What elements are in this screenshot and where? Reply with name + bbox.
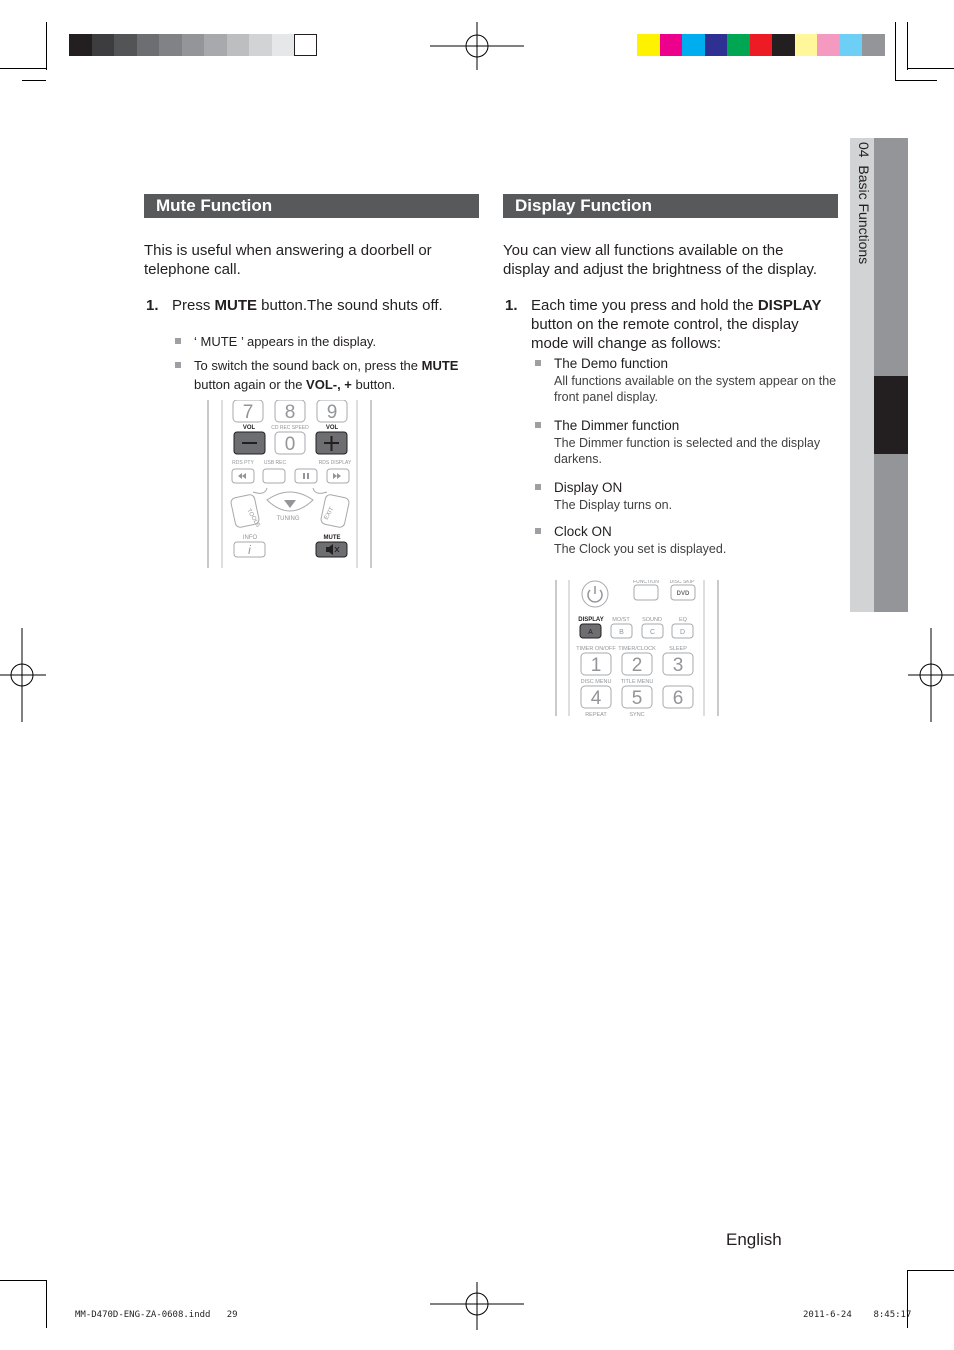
color-swatch — [727, 34, 750, 56]
exit-label: EXIT — [323, 506, 336, 521]
pause-icon — [307, 473, 309, 479]
chapter-label — [852, 142, 872, 402]
gray-swatch — [114, 34, 137, 56]
disc-menu-label: DISC MENU — [580, 679, 612, 685]
mute-intro: This is useful when answering a doorbell or telephone call. — [144, 242, 432, 278]
timer-clock-label: TIMER/CLOCK — [618, 646, 656, 652]
item-title: Display ON — [554, 480, 623, 495]
digit-5: 5 — [631, 688, 643, 709]
color-swatch — [840, 34, 863, 56]
gray-swatch — [204, 34, 227, 56]
display-intro: You can view all functions available on the display and adjust the brightness of the display. — [503, 242, 818, 278]
bullet-text: ‘ MUTE ’ appears in the display. — [194, 334, 377, 349]
bullet-square-icon — [535, 422, 541, 428]
sleep-label: SLEEP — [669, 646, 687, 652]
mute-step-1 — [146, 296, 476, 315]
bullet-square-icon — [535, 360, 541, 366]
gray-swatch — [159, 34, 182, 56]
item-description: The Clock you set is displayed. — [554, 542, 727, 556]
color-swatch — [862, 34, 885, 56]
gray-swatch — [182, 34, 205, 56]
gray-swatch — [92, 34, 115, 56]
remote-illustration-display — [553, 580, 721, 716]
display-item-dimmer — [554, 416, 844, 467]
remote-illustration-mute — [205, 400, 375, 568]
bullet-keyword-mute: MUTE — [421, 358, 459, 373]
display-label: DISPLAY — [578, 617, 604, 623]
bullet-square-icon — [535, 484, 541, 490]
button-a-label: A — [588, 629, 593, 636]
info-label: INFO — [242, 535, 258, 541]
timer-onoff-label: TIMER ON/OFF — [576, 646, 616, 652]
display-step-1 — [505, 296, 835, 353]
sync-label: SYNC — [629, 712, 645, 716]
step-text-end: button on the remote control, the display mode will change as follows: — [531, 316, 799, 352]
mo-st-label: MO/ST — [612, 617, 630, 623]
footer-timestamp: 2011-6-24 8:45:17 — [803, 1310, 912, 1320]
bullet-square-icon — [175, 362, 181, 368]
item-title: Clock ON — [554, 524, 612, 539]
item-title: The Demo function — [554, 356, 669, 371]
digit-4: 4 — [590, 688, 602, 709]
footer-file-name: MM-D470D-ENG-ZA-0608.indd 29 — [75, 1310, 238, 1320]
gray-swatch — [272, 34, 295, 56]
function-button — [634, 585, 658, 600]
step-keyword: MUTE — [214, 297, 258, 314]
title-menu-label: TITLE MENU — [620, 679, 654, 685]
mute-function-heading: Mute Function — [144, 194, 479, 218]
item-description: The Dimmer function is selected and the display darkens. — [554, 436, 821, 466]
chapter-title: Basic Functions — [856, 165, 872, 265]
usb-rec-label: USB REC — [263, 460, 287, 466]
disc-skip-label: DISC SKIP — [669, 580, 695, 585]
button-b-label: B — [619, 629, 624, 636]
digit-6: 6 — [672, 688, 684, 709]
gray-swatch — [294, 34, 317, 56]
gray-swatch — [249, 34, 272, 56]
step-text: Each time you press and hold the — [531, 297, 758, 314]
pause-button — [295, 469, 317, 483]
color-swatch — [705, 34, 728, 56]
chapter-number: 04 — [856, 142, 872, 158]
registration-mark-left — [0, 628, 46, 722]
tools-label: TOOLS — [245, 508, 261, 529]
display-item-on — [554, 478, 844, 513]
display-item-clock — [554, 522, 844, 557]
color-swatch — [817, 34, 840, 56]
gray-swatch — [137, 34, 160, 56]
registration-mark-bottom — [430, 1282, 524, 1330]
bullet-square-icon — [175, 338, 181, 344]
color-swatch — [660, 34, 683, 56]
bullet-keyword-vol: VOL-, + — [306, 377, 352, 392]
eq-label: EQ — [679, 617, 687, 623]
digit-2: 2 — [631, 655, 643, 676]
registration-mark-top — [430, 22, 524, 70]
step-text-end: button.The sound shuts off. — [257, 297, 443, 314]
rds-pty-label: RDS PTY — [232, 460, 254, 466]
vol-left-label: VOL — [242, 425, 256, 431]
cd-rec-speed-label: CD REC SPEED — [271, 425, 309, 431]
digit-7: 7 — [242, 402, 254, 423]
digit-9: 9 — [326, 402, 338, 423]
page-language: English — [726, 1230, 782, 1249]
step-text: Press — [172, 297, 215, 314]
step-keyword: DISPLAY — [757, 297, 822, 314]
sound-label: SOUND — [642, 617, 662, 623]
bullet-text: To switch the sound back on, press the — [194, 358, 422, 373]
registration-mark-right — [908, 628, 954, 722]
exit-button — [320, 494, 350, 528]
step-number: 1. — [505, 297, 518, 314]
vol-right-label: VOL — [325, 425, 339, 431]
info-icon: i — [248, 543, 251, 557]
button-d-label: D — [679, 629, 686, 636]
color-swatch — [637, 34, 660, 56]
display-item-demo — [554, 354, 844, 405]
digit-0: 0 — [284, 434, 296, 455]
item-description: All functions available on the system appear on the front panel display. — [554, 374, 837, 404]
bullet-square-icon — [535, 528, 541, 534]
digit-3: 3 — [672, 655, 684, 676]
digit-1: 1 — [590, 655, 602, 676]
dvd-label: DVD — [676, 591, 690, 597]
color-swatch — [772, 34, 795, 56]
color-swatch — [682, 34, 705, 56]
gray-swatch — [69, 34, 92, 56]
mute-bullet-2 — [194, 356, 474, 394]
color-swatch — [795, 34, 818, 56]
item-description: The Display turns on. — [554, 498, 673, 512]
rds-display-label: RDS DISPLAY — [318, 460, 352, 466]
item-title: The Dimmer function — [554, 418, 680, 433]
step-number: 1. — [146, 297, 159, 314]
display-function-heading: Display Function — [503, 194, 838, 218]
mute-bullet-1 — [194, 332, 474, 351]
color-swatch — [750, 34, 773, 56]
repeat-label: REPEAT — [585, 712, 607, 716]
gray-swatch — [227, 34, 250, 56]
mute-label: MUTE — [323, 535, 341, 541]
function-label: FUNCTION — [633, 580, 659, 585]
tuning-label: TUNING — [276, 516, 300, 522]
digit-8: 8 — [284, 402, 296, 423]
bullet-text-mid: button again or the — [194, 377, 307, 392]
bullet-text-end: button. — [351, 377, 396, 392]
button-c-label: C — [649, 629, 656, 636]
